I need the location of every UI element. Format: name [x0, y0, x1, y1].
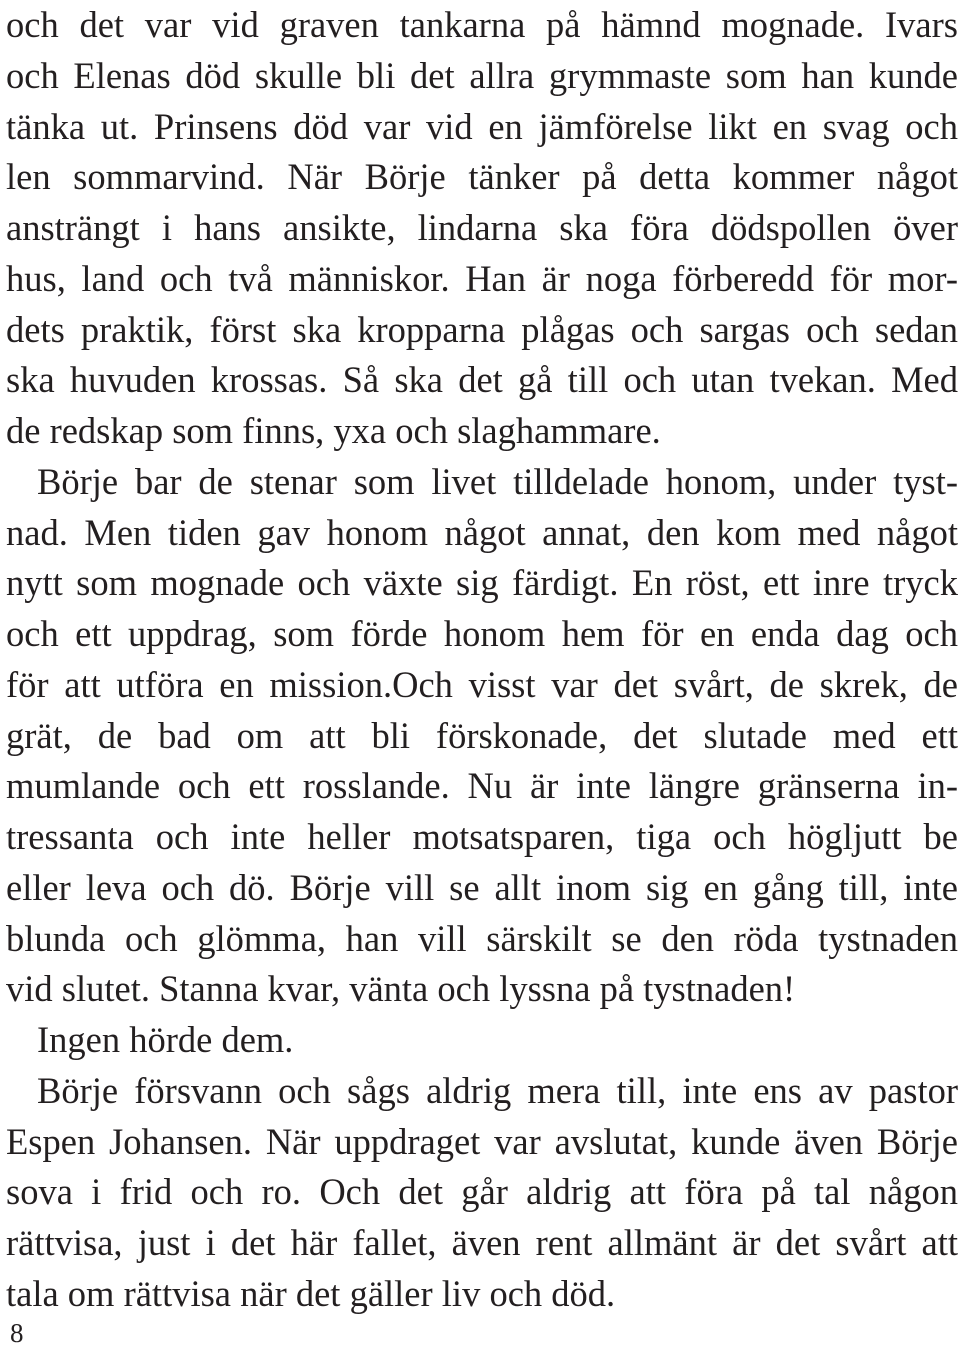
page-number: 8 [10, 1318, 24, 1348]
text-line: vid slutet. Stanna kvar, vänta och lyssna på tystnaden! [6, 968, 796, 1010]
text-line: ansträngt i hans ansikte, lindarna ska föra dödspollen över [6, 207, 958, 248]
text-line: Espen Johansen. När uppdraget var avslutat, kunde även Börje [6, 1120, 958, 1162]
text-line: Börje försvann och sågs aldrig mera till, inte ens av pastor [37, 1069, 958, 1111]
text-line: mumlande och ett rosslande. Nu är inte längre gränserna in- [6, 765, 958, 807]
text-line: tressanta och inte heller motsatsparen, tiga och högljutt be [6, 816, 958, 857]
text-line: dets praktik, först ska kropparna plågas och sargas och sedan [6, 308, 958, 350]
text-line: tänka ut. Prinsens död var vid en jämförelse likt en svag och [6, 105, 958, 147]
text-line: ska huvuden krossas. Så ska det gå till och utan tvekan. Med [6, 359, 958, 401]
body-text [6, 0, 958, 1320]
text-line: rättvisa, just i det här fallet, även rent allmänt är det svårt att [6, 1222, 958, 1263]
text-line: de redskap som finns, yxa och slaghammare. [6, 410, 661, 451]
text-line: grät, de bad om att bli förskonade, det slutade med ett [6, 714, 958, 756]
text-line: för att utföra en mission.Och visst var det svårt, de skrek, de [6, 663, 958, 705]
text-line: och det var vid graven tankarna på hämnd mognade. Ivars [6, 4, 958, 45]
text-line: nad. Men tiden gav honom något annat, den kom med något [6, 511, 958, 553]
text-line: sova i frid och ro. Och det går aldrig att föra på tal någon [6, 1171, 958, 1213]
text-line: hus, land och två människor. Han är noga förberedd för mor- [6, 257, 958, 299]
text-line: nytt som mognade och växte sig färdigt. En röst, ett inre tryck [6, 562, 958, 604]
text-line: blunda och glömma, han vill särskilt se den röda tystnaden [6, 917, 958, 959]
text-line: och ett uppdrag, som förde honom hem för en enda dag och [6, 613, 958, 654]
text-line: Ingen hörde dem. [37, 1019, 294, 1060]
text-line: eller leva och dö. Börje vill se allt inom sig en gång till, inte [6, 866, 958, 908]
text-line: tala om rättvisa när det gäller liv och död. [6, 1272, 616, 1314]
text-line: Börje bar de stenar som livet tilldelade honom, under tyst- [37, 460, 958, 502]
text-line: len sommarvind. När Börje tänker på detta kommer något [6, 156, 958, 198]
text-line: och Elenas död skulle bli det allra grymmaste som han kunde [6, 54, 958, 96]
